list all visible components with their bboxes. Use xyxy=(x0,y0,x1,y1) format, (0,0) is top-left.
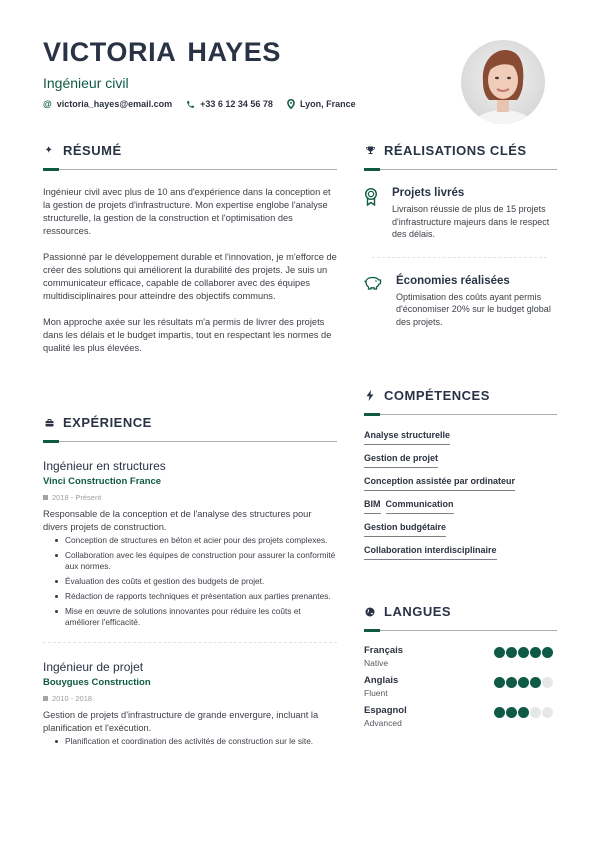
section-divider xyxy=(43,168,337,170)
rating-dot-filled xyxy=(542,647,553,658)
job-bullets xyxy=(43,736,337,747)
job-description: Responsable de la conception et de l'analyse des structures pour divers projets de construction. xyxy=(43,509,312,532)
section-divider xyxy=(364,629,557,631)
skills-list xyxy=(364,429,557,567)
rating-dot-empty xyxy=(542,707,553,718)
phone-icon xyxy=(186,100,195,109)
summary-section xyxy=(43,143,337,368)
rating-dot-empty xyxy=(542,677,553,688)
rating-dot-filled xyxy=(506,647,517,658)
experience-title: EXPÉRIENCE xyxy=(63,415,152,430)
map-pin-icon xyxy=(287,99,295,109)
job-bullet: Mise en œuvre de solutions innovantes pour réduire les coûts et améliorer l'efficacité. xyxy=(53,606,337,628)
achievement-item xyxy=(364,274,557,329)
section-divider xyxy=(43,440,337,442)
languages-section xyxy=(364,604,557,735)
achievements-heading xyxy=(364,143,557,158)
language-name: Français xyxy=(364,645,404,656)
bolt-icon xyxy=(364,390,376,401)
job-company: Vinci Construction France xyxy=(43,476,162,487)
language-item xyxy=(364,645,557,669)
achievements-section xyxy=(364,143,557,328)
sparkle-icon: ✦ xyxy=(44,145,54,156)
email-text: victoria_hayes@email.com xyxy=(56,99,173,109)
award-ribbon-icon xyxy=(364,186,378,241)
candidate-title: Ingénieur civil xyxy=(43,75,129,91)
contact-location xyxy=(287,99,356,109)
summary-paragraph: Ingénieur civil avec plus de 10 ans d'expérience dans la conception et la gestion de projets d'infrastructure. Mon expertise englobe l'analyse structurelle, la gestion de la construction et l'optimisation des ressources. xyxy=(43,187,331,236)
skills-section xyxy=(364,388,557,567)
job-bullet: Rédaction de rapports techniques et présentation aux parties prenantes. xyxy=(53,591,337,602)
rating-dot-empty xyxy=(530,707,541,718)
achievement-separator xyxy=(372,257,547,258)
contact-email[interactable] xyxy=(43,99,172,109)
candidate-name: VICTORIA HAYES xyxy=(43,37,281,67)
summary-title: RÉSUMÉ xyxy=(63,143,122,158)
rating-dot-filled xyxy=(494,707,505,718)
achievement-title: Économies réalisées xyxy=(396,274,510,287)
languages-list xyxy=(364,645,557,729)
contact-phone[interactable] xyxy=(186,99,273,109)
languages-title: LANGUES xyxy=(384,604,452,619)
rating-dot-filled xyxy=(494,677,505,688)
achievement-text: Optimisation des coûts ayant permis d'économiser 20% sur le budget global des projets. xyxy=(396,291,551,327)
section-divider xyxy=(364,168,557,170)
skill-tag: Communication xyxy=(386,498,454,514)
language-level: Fluent xyxy=(364,688,388,698)
rating-dot-filled xyxy=(530,677,541,688)
rating-dot-filled xyxy=(506,707,517,718)
languages-heading xyxy=(364,604,557,619)
rating-dot-filled xyxy=(518,707,529,718)
calendar-icon xyxy=(43,495,48,500)
language-level: Advanced xyxy=(364,718,402,728)
job-separator xyxy=(43,642,337,643)
achievements-title: RÉALISATIONS CLÉS xyxy=(384,143,527,158)
job-dates-text: 2018 - Présent xyxy=(52,493,102,502)
skill-tag: BIM xyxy=(364,498,381,514)
rating-dot-filled xyxy=(506,677,517,688)
job-bullet: Planification et coordination des activités de construction sur le site. xyxy=(53,736,337,747)
skill-tag: Analyse structurelle xyxy=(364,429,450,445)
globe-icon xyxy=(364,607,376,617)
summary-heading xyxy=(43,143,337,158)
language-name: Anglais xyxy=(364,675,399,686)
job-bullet: Collaboration avec les équipes de construction pour assurer la conformité aux normes. xyxy=(53,550,337,572)
contact-list xyxy=(43,99,443,109)
summary-body xyxy=(43,186,337,355)
phone-text: +33 6 12 34 56 78 xyxy=(200,99,273,109)
summary-paragraph: Mon approche axée sur les résultats m'a permis de livrer des projets dans les délais et le budget impartis, tout en respectant les normes de qualité les plus élevées. xyxy=(43,317,332,353)
location-text: Lyon, France xyxy=(299,99,356,109)
job-company: Bouygues Construction xyxy=(43,677,151,688)
language-rating xyxy=(494,645,553,658)
experience-heading xyxy=(43,415,337,430)
skills-title: COMPÉTENCES xyxy=(384,388,490,403)
job-role: Ingénieur de projet xyxy=(43,660,144,674)
job-dates xyxy=(43,694,337,703)
job-role: Ingénieur en structures xyxy=(43,459,166,473)
job-description: Gestion de projets d'infrastructure de grande envergure, incluant la planification et l'exécution. xyxy=(43,710,319,733)
resume-header xyxy=(43,36,443,109)
skill-tag: Gestion budgétaire xyxy=(364,521,446,537)
rating-dot-filled xyxy=(494,647,505,658)
job-bullet: Évaluation des coûts et gestion des budgets de projet. xyxy=(53,576,337,587)
job-dates-text: 2010 - 2018 xyxy=(52,694,93,703)
job-entry xyxy=(43,659,337,747)
achievement-text: Livraison réussie de plus de 15 projets d'infrastructure majeurs dans le respect des délais. xyxy=(392,204,550,239)
language-name: Espagnol xyxy=(364,705,407,716)
calendar-icon xyxy=(43,696,48,701)
job-bullets xyxy=(43,535,337,628)
section-divider xyxy=(364,413,557,415)
job-dates xyxy=(43,493,337,502)
skills-heading xyxy=(364,388,557,403)
skill-tag: Conception assistée par ordinateur xyxy=(364,475,515,491)
briefcase-icon xyxy=(43,419,55,427)
job-bullet: Conception de structures en béton et acier pour des projets complexes. xyxy=(53,535,337,546)
rating-dot-filled xyxy=(518,647,529,658)
job-entry xyxy=(43,458,337,628)
language-level: Native xyxy=(364,658,389,668)
skill-tag: Collaboration interdisciplinaire xyxy=(364,544,497,560)
language-item xyxy=(364,675,557,699)
skill-tag: Gestion de projet xyxy=(364,452,438,468)
profile-photo xyxy=(461,40,545,124)
language-rating xyxy=(494,675,553,688)
achievement-title: Projets livrés xyxy=(392,187,465,199)
experience-section xyxy=(43,415,337,751)
achievement-item xyxy=(364,186,557,241)
language-item xyxy=(364,705,557,729)
piggy-bank-icon xyxy=(364,274,382,329)
rating-dot-filled xyxy=(530,647,541,658)
language-rating xyxy=(494,705,553,718)
rating-dot-filled xyxy=(518,677,529,688)
at-icon: @ xyxy=(43,99,52,109)
trophy-icon xyxy=(364,146,376,155)
summary-paragraph: Passionné par le développement durable et l'innovation, je m'efforce de créer des solutions qui améliorent la durabilité des projets. Je suis un communicateur efficace, capable de collaborer avec des équipes multidisciplinaires pour atteindre des objectifs communs. xyxy=(43,252,337,301)
